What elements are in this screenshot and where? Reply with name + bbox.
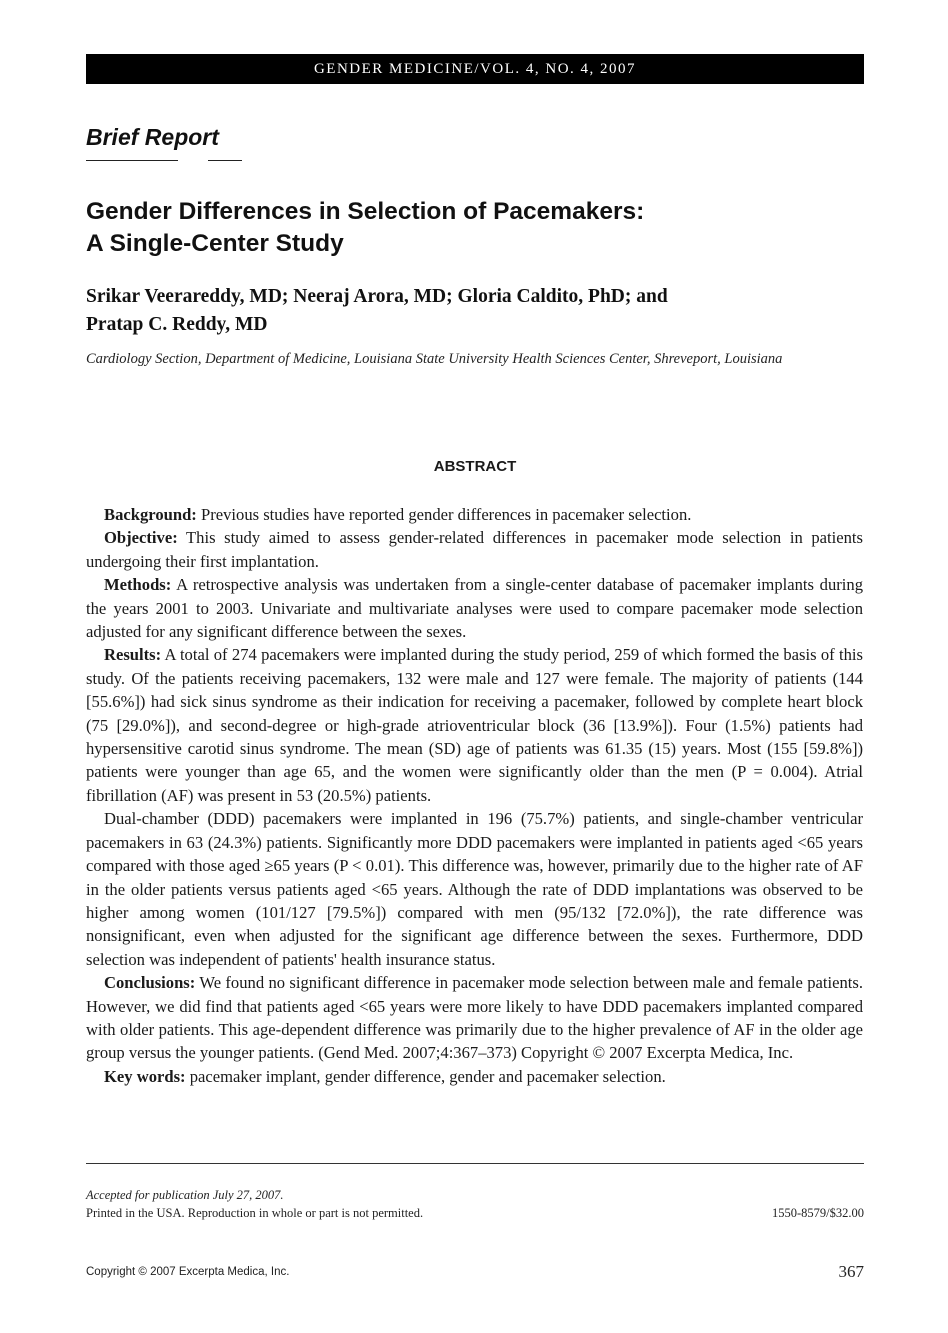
journal-header-bar	[86, 54, 864, 84]
section-rule-right	[208, 160, 242, 161]
abstract-objective	[86, 526, 863, 573]
conclusions-text: We found no significant difference in pacemaker mode selection between male and female patients. However, we did find that patients aged <65 years were more likely to have DDD pacemakers implanted compared with older patients. This age-dependent difference was primarily due to the higher prevalence of AF in the older age group versus the younger patients. (Gend Med. 2007;4:367–373) Copyright © 2007 Excerpta Medica, Inc.	[86, 973, 863, 1063]
abstract-body	[86, 503, 863, 1088]
authors-line-1: Srikar Veerareddy, MD; Neeraj Arora, MD; Gloria Caldito, PhD; and	[86, 286, 668, 307]
abstract-results-continued: Dual-chamber (DDD) pacemakers were implanted in 196 (75.7%) patients, and single-chamber ventricular pacemakers in 63 (24.3%) patients. Significantly more DDD pacemakers were implanted in patients aged <65 years compared with those aged ≥65 years (P < 0.01). This difference was, however, primarily due to the higher rate of AF in the older patients versus patients aged <65 years. Although the rate of DDD implantations was observed to be higher among women (101/127 [79.5%]) compared with men (95/132 [72.0%]), the rate difference was nonsignificant, even when adjusted for the significant age difference between the sexes. Furthermore, DDD selection was independent of patients' health insurance status.	[86, 809, 863, 969]
affiliation: Cardiology Section, Department of Medicine, Louisiana State University Health Sciences Center, Shreveport, Louisiana	[86, 351, 783, 367]
journal-line: GENDER MEDICINE/VOL. 4, NO. 4, 2007	[313, 61, 637, 77]
keywords-text: pacemaker implant, gender difference, gender and pacemaker selection.	[185, 1066, 666, 1086]
methods-text: A retrospective analysis was undertaken from a single-center database of pacemaker implants during the years 2001 to 2003. Univariate and multivariate analyses were used to compare pacemaker mode selection adjusted for any significant difference between the sexes.	[86, 575, 863, 642]
conclusions-label: Conclusions:	[104, 973, 196, 993]
objective-text: This study aimed to assess gender-related differences in pacemaker mode selection in patients undergoing their first implantation.	[86, 528, 863, 571]
author-list	[86, 283, 866, 339]
abstract-keywords	[86, 1065, 863, 1088]
authors-line-2: Pratap C. Reddy, MD	[86, 314, 268, 335]
keywords-label: Key words:	[104, 1066, 186, 1086]
page-number: 367	[838, 1262, 864, 1281]
abstract-heading: ABSTRACT	[433, 458, 517, 475]
background-text: Previous studies have reported gender differences in pacemaker selection.	[196, 505, 692, 524]
accepted-date: Accepted for publication July 27, 2007.	[86, 1188, 284, 1202]
results-label: Results:	[104, 645, 162, 665]
methods-label: Methods:	[104, 575, 172, 595]
abstract-methods	[86, 573, 863, 643]
section-rule-left	[86, 160, 178, 161]
printed-notice: Printed in the USA. Reproduction in whole or part is not permitted.	[86, 1206, 424, 1220]
abstract-background	[86, 503, 863, 526]
copyright-notice: Copyright © 2007 Excerpta Medica, Inc.	[86, 1266, 290, 1278]
objective-label: Objective:	[104, 528, 178, 548]
background-label: Background:	[104, 505, 197, 524]
title-line-1: Gender Differences in Selection of Pacemakers:	[86, 198, 645, 225]
abstract-results	[86, 643, 863, 807]
footer-divider	[86, 1163, 864, 1164]
abstract-conclusions	[86, 971, 863, 1065]
article-title	[86, 196, 866, 260]
results-text: A total of 274 pacemakers were implanted during the study period, 259 of which formed the basis of this study. Of the patients receiving pacemakers, 132 were male and 127 were female. The majority of patients (144 [55.6%]) had sick sinus syndrome as their indication for receiving a pacemaker, followed by complete heart block (75 [29.0%]), and second-degree or high-grade atrioventricular block (36 [13.9%]). Four (1.5%) patients had hypersensitive carotid sinus syndrome. The mean (SD) age of patients was 61.35 (15) years. Most (155 [59.8%]) patients were younger than age 65, and the women were significantly older than the men (P = 0.004). Atrial fibrillation (AF) was present in 53 (20.5%) patients.	[86, 645, 863, 805]
issn-price: 1550-8579/$32.00	[771, 1206, 864, 1220]
section-label: Brief Report	[86, 124, 219, 150]
title-line-2: A Single-Center Study	[86, 230, 344, 257]
